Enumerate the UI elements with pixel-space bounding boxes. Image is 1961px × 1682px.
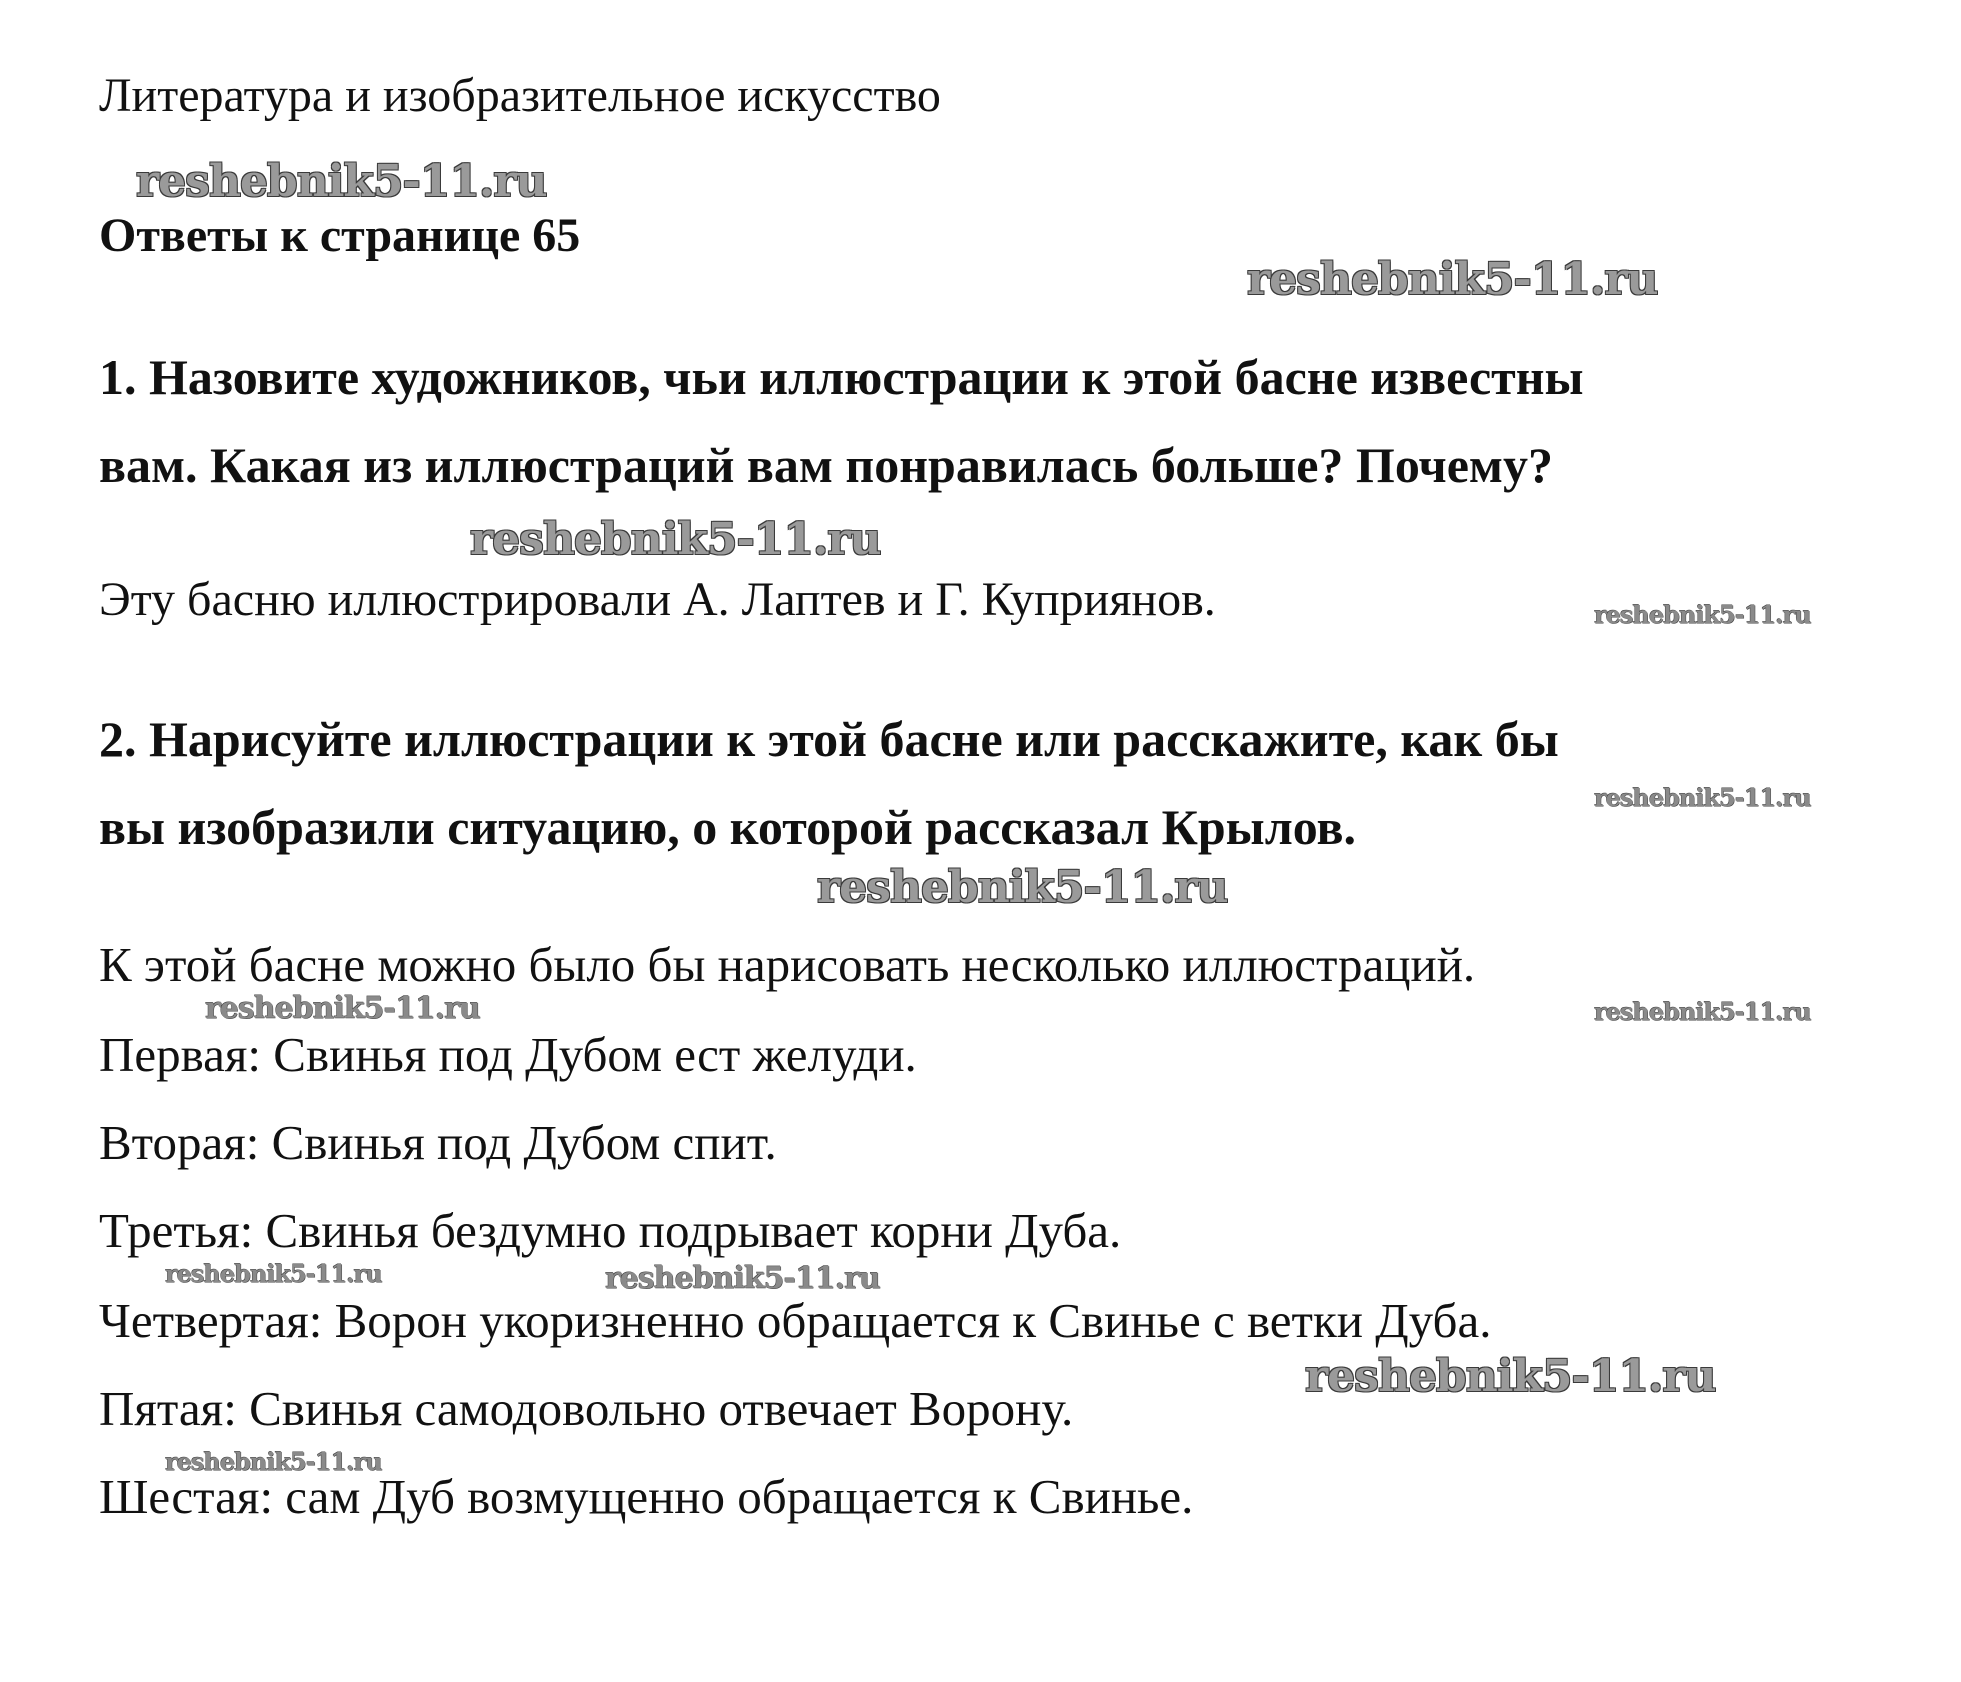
watermark: reshebnik5-11.ru bbox=[165, 1259, 382, 1288]
question-2-line-1: 2. Нарисуйте иллюстрации к этой басне или расскажите, как бы bbox=[99, 711, 1559, 767]
answer-2-line: К этой басне можно было бы нарисовать несколько иллюстраций. bbox=[99, 937, 1476, 992]
answer-2-line: Пятая: Свинья самодовольно отвечает Ворону. bbox=[99, 1381, 1074, 1436]
answer-2-line: Первая: Свинья под Дубом ест желуди. bbox=[99, 1027, 917, 1082]
answer-2-line: Шестая: сам Дуб возмущенно обращается к Свинье. bbox=[99, 1469, 1194, 1524]
question-2-line-2: вы изобразили ситуацию, о которой рассказал Крылов. bbox=[99, 799, 1357, 855]
watermark: reshebnik5-11.ru bbox=[1594, 997, 1811, 1026]
watermark: reshebnik5-11.ru bbox=[817, 862, 1228, 913]
question-1-line-2: вам. Какая из иллюстраций вам понравилась больше? Почему? bbox=[99, 437, 1553, 493]
answer-2-line: Третья: Свинья бездумно подрывает корни Дуба. bbox=[99, 1203, 1122, 1258]
watermark: reshebnik5-11.ru bbox=[1247, 254, 1658, 305]
watermark: reshebnik5-11.ru bbox=[136, 156, 547, 207]
answer-2-line: Вторая: Свинья под Дубом спит. bbox=[99, 1115, 777, 1170]
answer-1: Эту басню иллюстрировали А. Лаптев и Г. Куприянов. bbox=[99, 573, 1216, 626]
watermark: reshebnik5-11.ru bbox=[165, 1447, 382, 1476]
watermark: reshebnik5-11.ru bbox=[470, 514, 881, 565]
question-1-line-1: 1. Назовите художников, чьи иллюстрации к этой басне известны bbox=[99, 349, 1584, 405]
subject-heading: Литература и изобразительное искусство bbox=[99, 69, 941, 122]
watermark: reshebnik5-11.ru bbox=[1305, 1351, 1716, 1402]
watermark: reshebnik5-11.ru bbox=[605, 1261, 880, 1296]
answer-2-line: Четвертая: Ворон укоризненно обращается к Свинье с ветки Дуба. bbox=[99, 1293, 1492, 1348]
watermark: reshebnik5-11.ru bbox=[205, 991, 480, 1026]
page-title: Ответы к странице 65 bbox=[99, 209, 581, 262]
watermark: reshebnik5-11.ru bbox=[1594, 783, 1811, 812]
watermark: reshebnik5-11.ru bbox=[1594, 600, 1811, 629]
